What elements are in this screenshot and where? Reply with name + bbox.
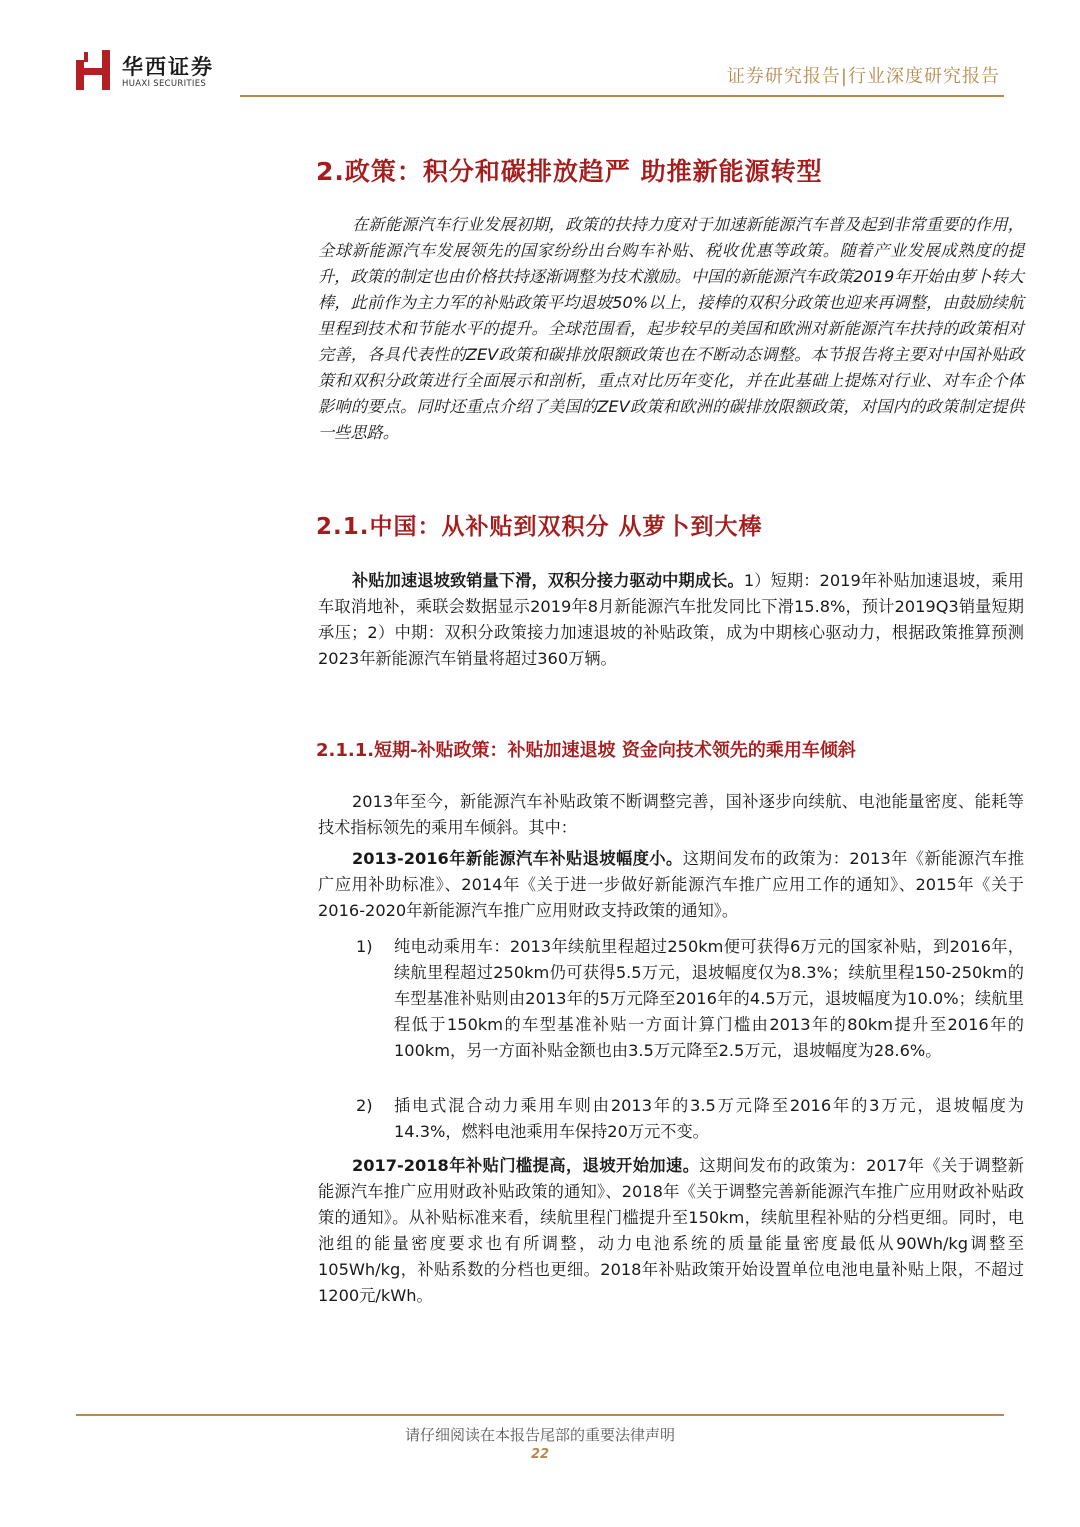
list-item xyxy=(356,934,1024,1064)
section-heading-2-1-1: 2.1.1.短期-补贴政策：补贴加速退坡 资金向技术领先的乘用车倾斜 xyxy=(316,740,856,761)
list-item-text: 插电式混合动力乘用车则由2013年的3.5万元降至2016年的3万元，退坡幅度为14.3%，燃料电池乘用车保持20万元不变。 xyxy=(394,1096,1024,1141)
huaxi-logo-icon xyxy=(76,50,110,90)
paragraph-2013-2016-text: 这期间发布的政策为：2013年《新能源汽车推广应用补助标准》、2014年《关于进一步做好新能源汽车推广应用工作的通知》、2015年《关于2016-2020年新能源汽车推广应用财政支持政策的通知》。 xyxy=(318,849,1024,920)
list-item-number: 1) xyxy=(356,937,373,956)
report-type: 证券研究报告|行业深度研究报告 xyxy=(726,66,1000,87)
paragraph-2017-2018-text: 这期间发布的政策为：2017年《关于调整新能源汽车推广应用财政补贴政策的通知》、2018年《关于调整完善新能源汽车推广应用财政补贴政策的通知》。从补贴标准来看，续航里程门槛提升至150km，续航里程补贴的分档更细。同时，电池组的能量密度要求也有所调整，动力电池系统的质量能量密度最低从90Wh/kg调整至105Wh/kg，补贴系数的分档也更细。2018年补贴政策开始设置单位电池电量补贴上限，不超过1200元/kWh。 xyxy=(318,1156,1024,1305)
paragraph-2013-2016-bold: 2013-2016年新能源汽车补贴退坡幅度小。 xyxy=(352,849,683,868)
footer-divider xyxy=(76,1414,1004,1416)
paragraph-2013-overview: 2013年至今，新能源汽车补贴政策不断调整完善，国补逐步向续航、电池能量密度、能耗等技术指标领先的乘用车倾斜。其中： xyxy=(318,792,1024,837)
summary-bold: 补贴加速退坡致销量下滑，双积分接力驱动中期成长。 xyxy=(352,571,744,590)
intro-paragraph: 在新能源汽车行业发展初期，政策的扶持力度对于加速新能源汽车普及起到非常重要的作用，全球新能源汽车发展领先的国家纷纷出台购车补贴、税收优惠等政策。随着产业发展成熟度的提升，政策的制定也由价格扶持逐渐调整为技术激励。中国的新能源汽车政策2019年开始由萝卜转大棒，此前作为主力军的补贴政策平均退坡50%以上，接棒的双积分政策也迎来再调整，由鼓励续航里程到技术和节能水平的提升。全球范围看，起步较早的美国和欧洲对新能源汽车扶持的政策相对完善，各具代表性的ZEV政策和碳排放限额政策也在不断动态调整。本节报告将主要对中国补贴政策和双积分政策进行全面展示和剖析，重点对比历年变化，并在此基础上提炼对行业、对车企个体影响的要点。同时还重点介绍了美国的ZEV政策和欧洲的碳排放限额政策，对国内的政策制定提供一些思路。 xyxy=(318,215,1024,442)
summary-paragraph xyxy=(318,568,1024,672)
page-header xyxy=(0,0,1080,100)
section-heading-2-1: 2.1.中国：从补贴到双积分 从萝卜到大棒 xyxy=(316,514,763,540)
paragraph-2013-2016 xyxy=(318,846,1024,924)
paragraph-2017-2018 xyxy=(318,1153,1024,1309)
list-item-number: 2) xyxy=(356,1096,373,1115)
brand-name-en: HUAXI SECURITIES xyxy=(122,79,207,89)
brand-name-cn: 华西证券 xyxy=(122,55,214,79)
summary-text: 1）短期：2019年补贴加速退坡，乘用车取消地补，乘联会数据显示2019年8月新能源汽车批发同比下滑15.8%，预计2019Q3销量短期承压；2）中期：双积分政策接力加速退坡的补贴政策，成为中期核心驱动力，根据政策推算预测2023年新能源汽车销量将超过360万辆。 xyxy=(318,571,1024,668)
header-divider xyxy=(240,95,1004,97)
paragraph-2017-2018-bold: 2017-2018年补贴门槛提高，退坡开始加速。 xyxy=(352,1156,700,1175)
page-number: 22 xyxy=(530,1447,550,1462)
list-item xyxy=(356,1093,1024,1145)
section-heading-2: 2.政策：积分和碳排放趋严 助推新能源转型 xyxy=(316,157,823,186)
legal-disclaimer-link: 请仔细阅读在本报告尾部的重要法律声明 xyxy=(404,1426,675,1444)
list-item-text: 纯电动乘用车：2013年续航里程超过250km便可获得6万元的国家补贴，到2016年，续航里程超过250km仍可获得5.5万元，退坡幅度仅为8.3%；续航里程150-250km的车型基准补贴则由2013年的5万元降至2016年的4.5万元，退坡幅度为10.0%；续航里程低于150km的车型基准补贴一方面计算门槛由2013年的80km提升至2016年的100km，另一方面补贴金额也由3.5万元降至2.5万元，退坡幅度为28.6%。 xyxy=(394,937,1024,1060)
